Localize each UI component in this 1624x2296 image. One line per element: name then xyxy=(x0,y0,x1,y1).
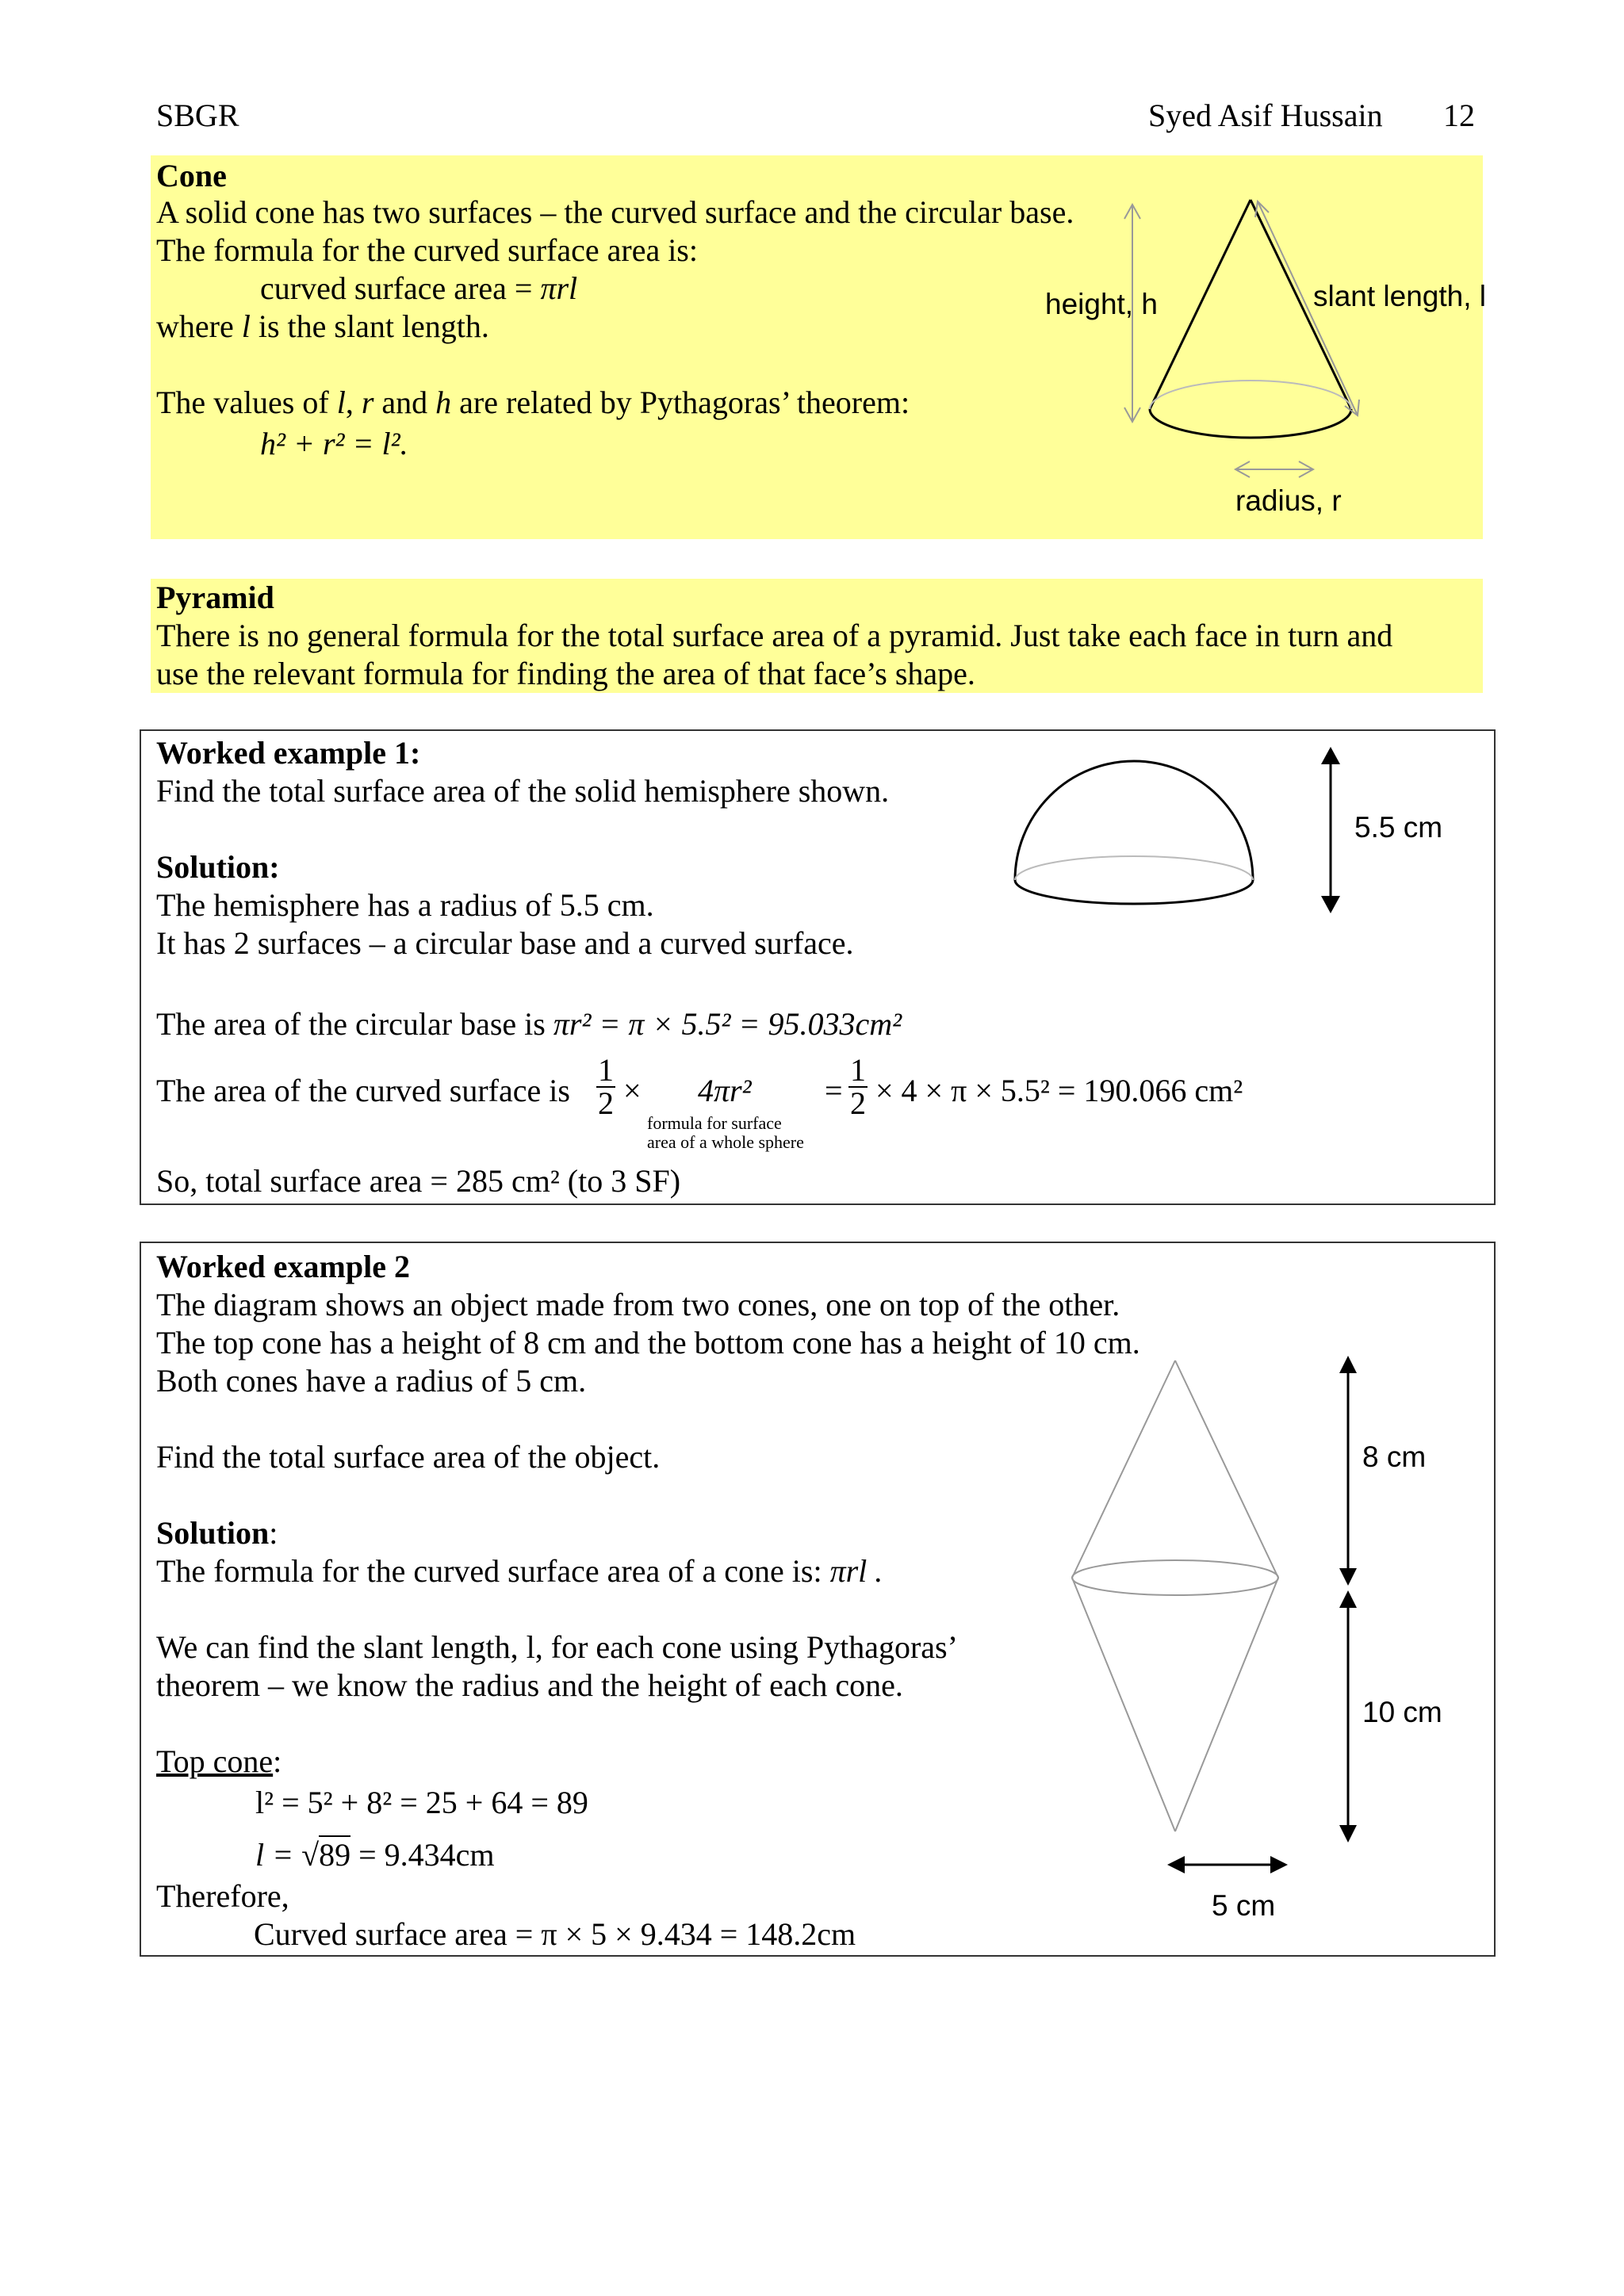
example2-top-cone: Top cone: xyxy=(156,1743,282,1779)
radius-5cm-arrow xyxy=(1167,1856,1288,1873)
shared-base-ellipse xyxy=(1072,1560,1278,1595)
hemisphere-outline xyxy=(1015,761,1253,904)
cone-diagram xyxy=(1031,190,1507,523)
hemisphere-radius-label: 5.5 cm xyxy=(1354,811,1443,844)
pyramid-line2: use the relevant formula for finding the area of that face’s shape. xyxy=(156,656,975,691)
example2-formula: The formula for the curved surface area of a cone is: πrl . xyxy=(156,1553,883,1589)
example1-curved-calc: × 4 × π × 5.5² = 190.066 cm² xyxy=(875,1073,1243,1108)
header-author: Syed Asif Hussain xyxy=(1148,98,1383,133)
example1-times: × xyxy=(623,1073,642,1108)
example1-question: Find the total surface area of the solid hemisphere shown. xyxy=(156,773,890,809)
example1-equals: = xyxy=(825,1073,843,1108)
cone-pythagoras-formula: h² + r² = l². xyxy=(260,426,408,461)
bottom-cone-right-edge xyxy=(1175,1578,1278,1831)
cone-line2: The formula for the curved surface area is: xyxy=(156,232,698,268)
example2-line1: The diagram shows an object made from two cones, one on top of the other. xyxy=(156,1287,1120,1322)
hemisphere-height-arrow xyxy=(1321,747,1340,913)
example2-line2: The top cone has a height of 8 cm and the bottom cone has a height of 10 cm. xyxy=(156,1325,1140,1360)
label-10cm: 10 cm xyxy=(1362,1696,1442,1728)
pyramid-line1: There is no general formula for the total surface area of a pyramid. Just take each face in turn and xyxy=(156,618,1393,653)
double-cone-diagram xyxy=(1055,1348,1451,1887)
cone-title: Cone xyxy=(156,158,227,193)
label-8cm: 8 cm xyxy=(1362,1441,1427,1473)
cone-base-back xyxy=(1150,381,1351,409)
example2-eq2: l = √89 = 9.434cm xyxy=(255,1837,495,1873)
header-left: SBGR xyxy=(156,98,239,133)
example2-line3: Both cones have a radius of 5 cm. xyxy=(156,1363,587,1399)
example2-pyth1: We can find the slant length, l, for each cone using Pythagoras’ xyxy=(156,1629,958,1665)
example1-sol1: The hemisphere has a radius of 5.5 cm. xyxy=(156,887,654,923)
cone-base-front xyxy=(1150,409,1351,438)
example2-csa: Curved surface area = π × 5 × 9.434 = 148.2cm xyxy=(254,1916,856,1952)
example2-therefore: Therefore, xyxy=(156,1878,289,1914)
example1-sphere-formula: 4πr² xyxy=(698,1073,752,1108)
height-8cm-arrow xyxy=(1339,1356,1357,1586)
radius-label: radius, r xyxy=(1235,484,1342,517)
slant-label: slant length, l xyxy=(1313,280,1487,312)
example1-base-area: The area of the circular base is πr² = π × 5.5² = 95.033cm² xyxy=(156,1006,902,1042)
cone-line1: A solid cone has two surfaces – the curved surface and the circular base. xyxy=(156,194,1074,230)
height-label: height, h xyxy=(1045,288,1158,320)
top-cone-left-edge xyxy=(1072,1360,1175,1578)
page-number: 12 xyxy=(1443,98,1475,133)
radius-arrow xyxy=(1235,461,1313,477)
example2-title: Worked example 2 xyxy=(156,1249,410,1284)
example1-total: So, total surface area = 285 cm² (to 3 SF) xyxy=(156,1163,681,1199)
height-10cm-arrow xyxy=(1339,1590,1357,1843)
example2-solution-title: Solution: xyxy=(156,1515,278,1551)
bottom-cone-left-edge xyxy=(1072,1578,1175,1831)
example1-solution-title: Solution: xyxy=(156,849,280,885)
hemisphere-diagram xyxy=(999,745,1475,951)
example1-curved-text: The area of the curved surface is xyxy=(156,1073,570,1108)
example1-frac2: $\frac{1}{2}$ xyxy=(850,1052,866,1121)
example2-question: Find the total surface area of the object. xyxy=(156,1439,661,1475)
example1-title: Worked example 1: xyxy=(156,735,421,771)
example2-eq1: l² = 5² + 8² = 25 + 64 = 89 xyxy=(255,1785,588,1820)
cone-left-edge xyxy=(1150,200,1251,409)
example2-pyth2: theorem – we know the radius and the height of each cone. xyxy=(156,1667,903,1703)
example1-note-line1: formula for surface xyxy=(647,1113,782,1133)
hemisphere-base-back xyxy=(1015,856,1253,880)
cone-formula: curved surface area = πrl xyxy=(260,270,578,306)
label-5cm: 5 cm xyxy=(1212,1889,1276,1922)
example1-note-line2: area of a whole sphere xyxy=(647,1132,804,1152)
cone-pythagoras-text: The values of l, r and h are related by Pythagoras’ theorem: xyxy=(156,385,910,420)
example1-frac1: $\frac{1}{2}$ xyxy=(598,1052,614,1121)
cone-where: where l is the slant length. xyxy=(156,308,489,344)
pyramid-title: Pyramid xyxy=(156,580,274,615)
example1-sol2: It has 2 surfaces – a circular base and a curved surface. xyxy=(156,925,854,961)
top-cone-right-edge xyxy=(1175,1360,1278,1578)
